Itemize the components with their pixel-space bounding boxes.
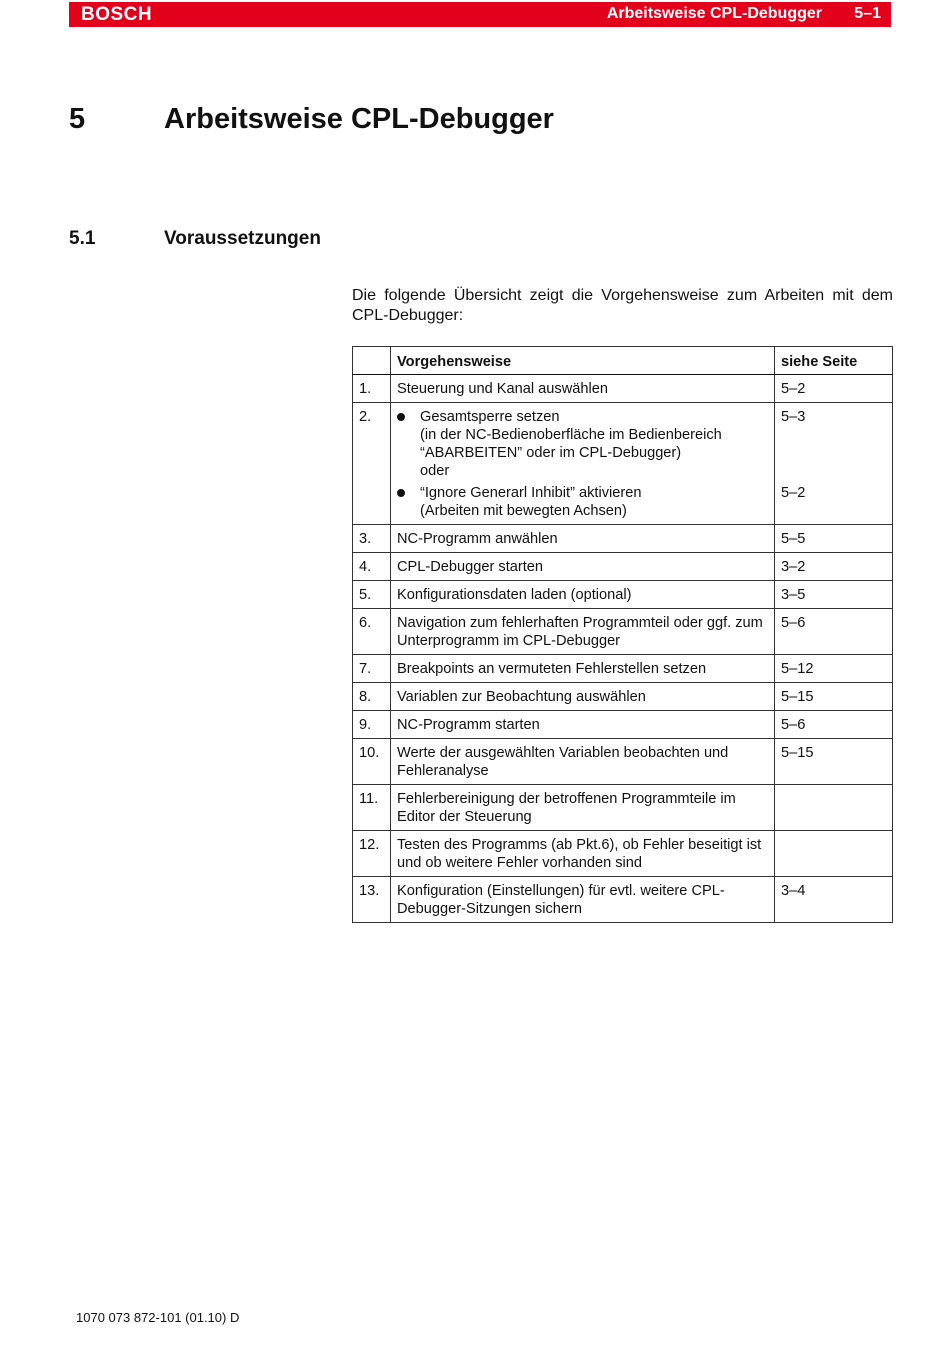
step-description: NC-Programm anwählen [391, 525, 775, 553]
step-description: Werte der ausgewählten Variablen beobachten und Fehleranalyse [391, 739, 775, 785]
table-row [353, 375, 893, 403]
document-number: 1070 073 872-101 (01.10) D [76, 1310, 240, 1325]
bullet-line: “ABARBEITEN” oder im CPL-Debugger) [420, 445, 682, 461]
step-page-reference: 5–12 [775, 655, 893, 683]
step-number: 4. [353, 553, 391, 581]
bullet-page-reference: 5–3 [781, 409, 806, 425]
section-number: 5.1 [69, 228, 96, 249]
table-row [353, 877, 893, 923]
bullet-dot-icon [397, 489, 405, 497]
table-row [353, 525, 893, 553]
table-row [353, 711, 893, 739]
bullet-line: oder [420, 463, 450, 479]
page-number: 5–1 [854, 5, 881, 22]
step-description: Testen des Programms (ab Pkt.6), ob Fehler beseitigt ist und ob weitere Fehler vorhanden sind [391, 831, 775, 877]
header-bar [69, 2, 891, 27]
bosch-logo: BOSCH [81, 4, 153, 25]
step-description: Breakpoints an vermuteten Fehlerstellen setzen [391, 655, 775, 683]
step-number: 12. [353, 831, 391, 877]
step-number: 3. [353, 525, 391, 553]
bullet-page-reference: 5–2 [781, 485, 806, 501]
table-row [353, 609, 893, 655]
step-page-reference: 5–6 [775, 711, 893, 739]
procedure-table [352, 346, 893, 923]
step-number: 5. [353, 581, 391, 609]
step-description [391, 403, 775, 525]
table-header-row [353, 347, 893, 375]
step-description: Konfigurationsdaten laden (optional) [391, 581, 775, 609]
step-description: CPL-Debugger starten [391, 553, 775, 581]
bullet-line: (Arbeiten mit bewegten Achsen) [420, 503, 627, 519]
step-page-reference: 3–4 [775, 877, 893, 923]
table-row [353, 831, 893, 877]
chapter-number: 5 [69, 103, 86, 135]
step-number: 9. [353, 711, 391, 739]
step-page-reference: 5–2 [775, 375, 893, 403]
table-row [353, 553, 893, 581]
header-page-cell: siehe Seite [775, 347, 893, 375]
step-number: 6. [353, 609, 391, 655]
step-page-reference: 3–5 [775, 581, 893, 609]
step-page-reference: 3–2 [775, 553, 893, 581]
header-procedure-cell: Vorgehensweise [391, 347, 775, 375]
bullet-line: “Ignore Generarl Inhibit” aktivieren [420, 485, 642, 501]
step-description: NC-Programm starten [391, 711, 775, 739]
bullet-line: (in der NC-Bedienoberfläche im Bedienbereich [420, 427, 722, 443]
step-number: 7. [353, 655, 391, 683]
bullet-dot-icon [397, 413, 405, 421]
table-body [353, 375, 893, 923]
step-description: Steuerung und Kanal auswählen [391, 375, 775, 403]
step-page-reference: 5–15 [775, 683, 893, 711]
section-title: Voraussetzungen [164, 228, 321, 249]
table-row [353, 785, 893, 831]
step-number: 2. [353, 403, 391, 525]
step-number: 1. [353, 375, 391, 403]
step-page-reference: 5–15 [775, 739, 893, 785]
bullet-item [397, 484, 768, 520]
step-page-reference [775, 403, 893, 525]
step-page-reference: 5–6 [775, 609, 893, 655]
step-number: 8. [353, 683, 391, 711]
bullet-line: Gesamtsperre setzen [420, 409, 560, 425]
step-number: 10. [353, 739, 391, 785]
step-description: Konfiguration (Einstellungen) für evtl. weitere CPL-Debugger-Sitzungen sichern [391, 877, 775, 923]
step-number: 13. [353, 877, 391, 923]
chapter-title: Arbeitsweise CPL-Debugger [164, 103, 554, 135]
step-page-reference: 5–5 [775, 525, 893, 553]
table-row [353, 403, 893, 525]
step-description: Variablen zur Beobachtung auswählen [391, 683, 775, 711]
table-row [353, 739, 893, 785]
table-row [353, 683, 893, 711]
header-number-cell [353, 347, 391, 375]
step-number: 11. [353, 785, 391, 831]
bullet-item [397, 408, 768, 480]
step-description: Navigation zum fehlerhaften Programmteil oder ggf. zum Unterprogramm im CPL-Debugger [391, 609, 775, 655]
running-title: Arbeitsweise CPL-Debugger [606, 5, 822, 22]
step-description: Fehlerbereinigung der betroffenen Programmteile im Editor der Steuerung [391, 785, 775, 831]
table-row [353, 581, 893, 609]
step-page-reference [775, 831, 893, 877]
intro-paragraph: Die folgende Übersicht zeigt die Vorgehensweise zum Arbeiten mit dem CPL-Debugger: [352, 287, 893, 324]
step-page-reference [775, 785, 893, 831]
table-row [353, 655, 893, 683]
